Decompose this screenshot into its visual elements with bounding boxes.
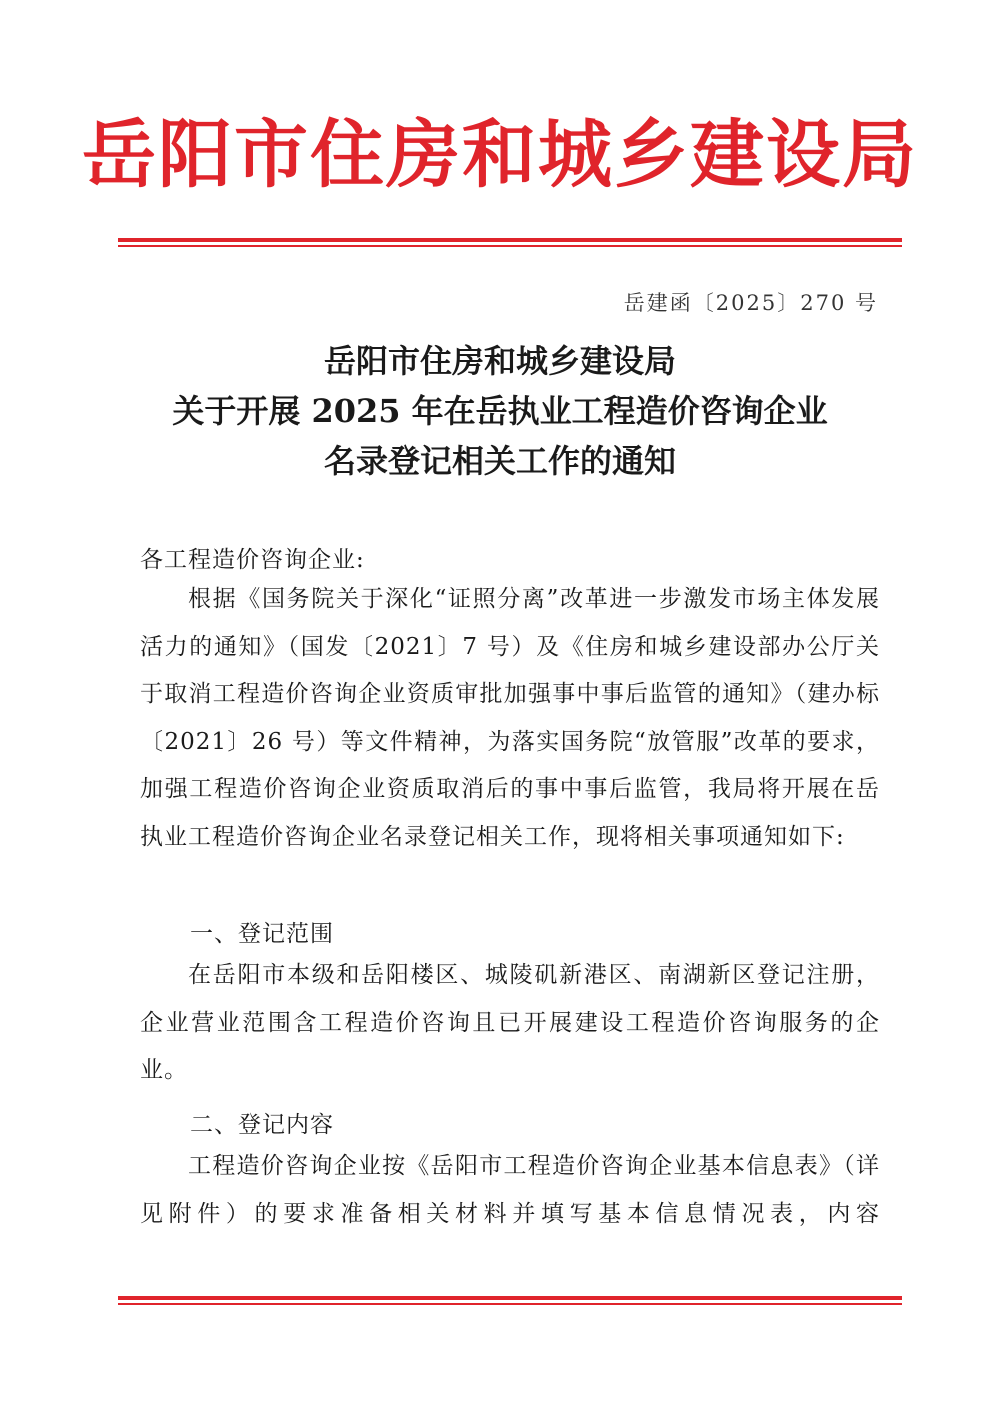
- section-heading-scope: 一、登记范围: [190, 921, 334, 947]
- scope-paragraph: 在岳阳市本级和岳阳楼区、城陵矶新港区、南湖新区登记注册，企业营业范围含工程造价咨询且已开展建设工程造价咨询服务的企业。: [140, 962, 880, 1083]
- header-rule-thin: [118, 245, 902, 247]
- document-number: 岳建函〔2025〕270 号: [623, 291, 878, 315]
- document-title-line-2: 关于开展 2025 年在岳执业工程造价咨询企业: [172, 392, 828, 430]
- document-title-line-1: 岳阳市住房和城乡建设局: [323, 342, 676, 380]
- agency-header: 岳阳市住房和城乡建设局: [82, 112, 918, 198]
- intro-paragraph: 根据《国务院关于深化“证照分离”改革进一步激发市场主体发展活力的通知》（国发〔2021〕7 号）及《住房和城乡建设部办公厅关于取消工程造价咨询企业资质审批加强事中事后监管的通知》（建办标〔2021〕26 号）等文件精神，为落实国务院“放管服”改革的要求，加强工程造价咨询企业资质取消后的事中事后监管，我局将开展在岳执业工程造价咨询企业名录登记相关工作，现将相关事项通知如下:: [140, 586, 880, 850]
- content-paragraph: 工程造价咨询企业按《岳阳市工程造价咨询企业基本信息表》（详见附件）的要求准备相关材料并填写基本信息情况表，内容: [140, 1153, 880, 1227]
- header-rule: [118, 238, 902, 242]
- footer-rule-thin: [118, 1303, 902, 1305]
- section-heading-content: 二、登记内容: [190, 1112, 334, 1138]
- footer-rule: [118, 1296, 902, 1300]
- document-title-line-3: 名录登记相关工作的通知: [323, 442, 676, 480]
- salutation: 各工程造价咨询企业:: [140, 547, 365, 573]
